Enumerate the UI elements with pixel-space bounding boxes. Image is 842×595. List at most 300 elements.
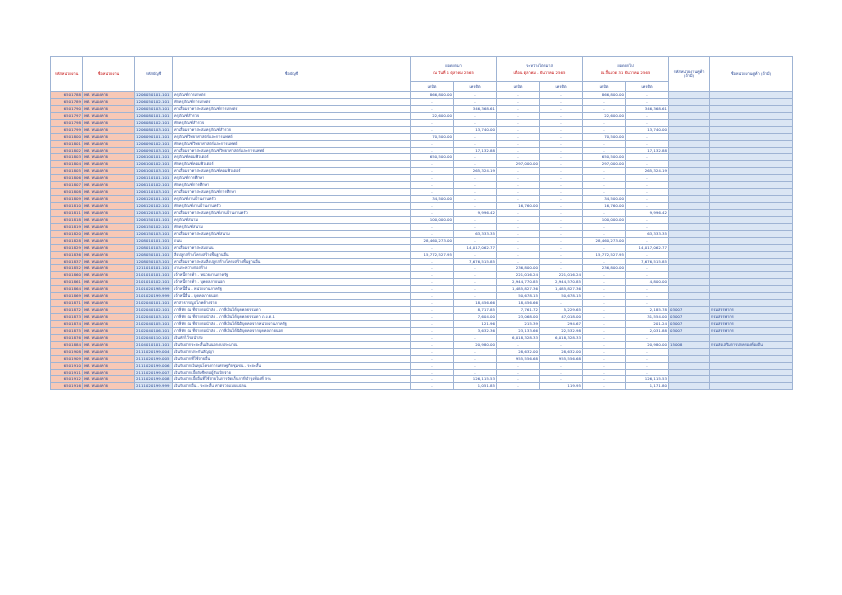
row-partner-name-cell (710, 216, 793, 223)
row-closing-credit-cell: - (626, 362, 669, 369)
row-code-cell: 6501869 (51, 293, 83, 300)
row-period-debit-cell: - (497, 175, 540, 182)
col-header-closing (583, 57, 669, 82)
row-opening-debit-cell: 650,500.00 (411, 154, 454, 161)
row-partner-code-cell (669, 230, 710, 237)
row-period-debit-cell: 23,133.66 (497, 327, 540, 334)
row-period-credit-cell: - (540, 147, 583, 154)
row-unit-cell: พศ. หนองคาย (83, 126, 135, 133)
row-account-cell: 1206110102.101 (135, 182, 173, 189)
row-closing-debit-cell: - (583, 293, 626, 300)
table-row (51, 196, 793, 203)
row-opening-credit-cell: 14,017,062.77 (454, 244, 497, 251)
row-closing-debit-cell: - (583, 230, 626, 237)
row-partner-name-cell (710, 258, 793, 265)
row-period-credit-cell: - (540, 126, 583, 133)
row-period-debit-cell: - (497, 126, 540, 133)
row-account-name-cell: เงินหักไว้รอนำส่ง (173, 334, 411, 341)
row-opening-credit-cell: - (454, 251, 497, 258)
row-unit-cell: พศ. หนองคาย (83, 369, 135, 376)
row-period-credit-cell: 2,944,570.85 (540, 279, 583, 286)
row-closing-credit-cell: 126,115.53 (626, 376, 669, 383)
row-opening-credit-cell: - (454, 189, 497, 196)
row-account-cell: 2102040110.101 (135, 334, 173, 341)
row-opening-debit-cell: - (411, 126, 454, 133)
col-header-account: รหัสบัญชี (135, 57, 173, 92)
row-account-name-cell: ค่าเสื่อมราคาสะสมครุภัณฑ์งานบ้านงานครัว (173, 209, 411, 216)
row-closing-credit-cell: 31,554.00 (626, 314, 669, 321)
row-account-name-cell: ครุภัณฑ์คอมพิวเตอร์ (173, 154, 411, 161)
row-period-credit-cell: - (540, 196, 583, 203)
row-closing-credit-cell: 13,740.00 (626, 126, 669, 133)
table-body (51, 92, 793, 390)
row-unit-cell: พศ. หนองคาย (83, 223, 135, 230)
row-unit-cell: พศ. หนองคาย (83, 154, 135, 161)
row-partner-name-cell (710, 133, 793, 140)
row-period-credit-cell: - (540, 105, 583, 112)
row-partner-name-cell (710, 119, 793, 126)
row-partner-code-cell (669, 161, 710, 168)
row-code-cell: 6501803 (51, 154, 83, 161)
row-closing-credit-cell: - (626, 140, 669, 147)
row-closing-debit-cell: - (583, 341, 626, 348)
row-account-name-cell: ครุภัณฑ์สนาม (173, 216, 411, 223)
table-row (51, 244, 793, 251)
table-row (51, 348, 793, 355)
row-period-credit-cell: - (540, 237, 583, 244)
row-opening-debit-cell: - (411, 320, 454, 327)
row-closing-debit-cell: - (583, 189, 626, 196)
row-code-cell: 6501871 (51, 300, 83, 307)
row-period-credit-cell: 955,556.68 (540, 355, 583, 362)
row-partner-name-cell (710, 105, 793, 112)
row-account-name-cell: ค่าเสื่อมราคาสะสมครุภัณฑ์การเกษตร (173, 105, 411, 112)
row-unit-cell: พศ. หนองคาย (83, 189, 135, 196)
row-opening-debit-cell: 28,460,273.00 (411, 237, 454, 244)
row-account-cell: 1206110103.101 (135, 189, 173, 196)
row-code-cell: 6501873 (51, 314, 83, 321)
row-opening-credit-cell: - (454, 362, 497, 369)
row-period-debit-cell: - (497, 209, 540, 216)
row-partner-code-cell (669, 175, 710, 182)
row-account-name-cell: เจ้าหนี้อื่น - หน่วยงานภาครัฐ (173, 286, 411, 293)
row-period-debit-cell: 7,761.72 (497, 307, 540, 314)
row-partner-name-cell (710, 265, 793, 272)
row-closing-debit-cell: - (583, 223, 626, 230)
row-partner-code-cell (669, 203, 710, 210)
table-row (51, 154, 793, 161)
row-code-cell: 6501818 (51, 216, 83, 223)
row-partner-code-cell (669, 286, 710, 293)
period-title: ระหว่างไตรมาส (526, 62, 553, 68)
row-closing-credit-cell: - (626, 175, 669, 182)
opening-title: ยอดยกมา (445, 62, 462, 68)
row-partner-name-cell (710, 286, 793, 293)
row-partner-code-cell (669, 293, 710, 300)
table-row (51, 376, 793, 383)
row-closing-debit-cell: - (583, 314, 626, 321)
row-closing-debit-cell: - (583, 182, 626, 189)
row-code-cell: 6501909 (51, 355, 83, 362)
row-opening-credit-cell: - (454, 98, 497, 105)
row-code-cell: 6501912 (51, 376, 83, 383)
row-opening-debit-cell: 100,000.00 (411, 216, 454, 223)
row-period-debit-cell: - (497, 383, 540, 390)
row-opening-credit-cell: - (454, 133, 497, 140)
row-opening-debit-cell: - (411, 223, 454, 230)
row-account-cell: 1206110101.101 (135, 175, 173, 182)
row-period-debit-cell: - (497, 112, 540, 119)
row-closing-credit-cell: - (626, 300, 669, 307)
table-row (51, 223, 793, 230)
row-closing-credit-cell: - (626, 216, 669, 223)
row-period-debit-cell: - (497, 341, 540, 348)
row-closing-debit-cell: 100,000.00 (583, 216, 626, 223)
row-closing-debit-cell: - (583, 244, 626, 251)
row-period-credit-cell: - (540, 362, 583, 369)
row-code-cell: 6501837 (51, 258, 83, 265)
row-opening-debit-cell: - (411, 258, 454, 265)
row-opening-credit-cell: - (454, 196, 497, 203)
row-opening-credit-cell: - (454, 140, 497, 147)
row-period-debit-cell: - (497, 223, 540, 230)
table-row (51, 230, 793, 237)
row-period-debit-cell: 16,760.00 (497, 203, 540, 210)
table-row (51, 237, 793, 244)
row-account-name-cell: พักครุภัณฑ์งานบ้านงานครัว (173, 203, 411, 210)
row-account-cell: 1206150102.101 (135, 223, 173, 230)
col-header-period (497, 57, 583, 82)
row-closing-debit-cell: - (583, 175, 626, 182)
row-account-cell: 1206150103.101 (135, 230, 173, 237)
row-account-cell: 2101010102.101 (135, 279, 173, 286)
row-unit-cell: พศ. หนองคาย (83, 140, 135, 147)
row-account-cell: 2111020199.006 (135, 362, 173, 369)
row-closing-debit-cell: 28,460,273.00 (583, 237, 626, 244)
row-period-credit-cell: 294.67 (540, 320, 583, 327)
row-unit-cell: พศ. หนองคาย (83, 147, 135, 154)
row-period-credit-cell: - (540, 112, 583, 119)
row-opening-debit-cell: - (411, 230, 454, 237)
row-unit-cell: พศ. หนองคาย (83, 293, 135, 300)
row-period-debit-cell: 955,556.68 (497, 355, 540, 362)
row-period-debit-cell: - (497, 251, 540, 258)
row-period-debit-cell: 6,018,328.33 (497, 334, 540, 341)
row-code-cell: 6501875 (51, 327, 83, 334)
row-period-credit-cell: 22,532.98 (540, 327, 583, 334)
row-closing-credit-cell: - (626, 265, 669, 272)
row-period-debit-cell: - (497, 119, 540, 126)
row-account-cell: 1206100102.101 (135, 161, 173, 168)
row-closing-credit-cell: 14,017,062.77 (626, 244, 669, 251)
row-closing-credit-cell: - (626, 92, 669, 99)
row-period-credit-cell: - (540, 182, 583, 189)
row-period-debit-cell: 23,068.00 (497, 314, 540, 321)
row-period-debit-cell: - (497, 244, 540, 251)
row-partner-name-cell (710, 369, 793, 376)
row-partner-name-cell: กรมสรรพากร (710, 327, 793, 334)
row-opening-credit-cell: - (454, 334, 497, 341)
row-partner-name-cell (710, 175, 793, 182)
row-closing-debit-cell: - (583, 209, 626, 216)
row-partner-code-cell (669, 279, 710, 286)
row-unit-cell: พศ. หนองคาย (83, 272, 135, 279)
row-account-name-cell: พักครุภัณฑ์การเกษตร (173, 98, 411, 105)
row-account-name-cell: พักครุภัณฑ์การศึกษา (173, 182, 411, 189)
row-partner-name-cell: กรมสรรพากร (710, 320, 793, 327)
row-period-credit-cell: - (540, 175, 583, 182)
row-partner-code-cell (669, 251, 710, 258)
row-partner-name-cell: กรมส่งเสริมการปกครองท้องถิ่น (710, 341, 793, 348)
row-opening-credit-cell: 17,132.88 (454, 147, 497, 154)
row-partner-code-cell (669, 383, 710, 390)
row-opening-credit-cell: 13,740.00 (454, 126, 497, 133)
row-account-cell: 2102040106.101 (135, 327, 173, 334)
row-partner-name-cell (710, 355, 793, 362)
row-account-cell: 2104010101.101 (135, 341, 173, 348)
row-opening-credit-cell: - (454, 279, 497, 286)
row-code-cell: 6501809 (51, 196, 83, 203)
row-account-cell: 1208050101.101 (135, 251, 173, 258)
row-partner-code-cell (669, 133, 710, 140)
row-opening-debit-cell: - (411, 348, 454, 355)
row-partner-name-cell (710, 147, 793, 154)
row-unit-cell: พศ. หนองคาย (83, 209, 135, 216)
table-row (51, 279, 793, 286)
row-opening-credit-cell: 126,115.53 (454, 376, 497, 383)
row-account-name-cell: ค่าเสื่อมราคาสะสมครุภัณฑ์คอมพิวเตอร์ (173, 168, 411, 175)
row-period-credit-cell: 1,485,827.36 (540, 286, 583, 293)
row-period-debit-cell: - (497, 92, 540, 99)
table-row (51, 105, 793, 112)
row-opening-credit-cell: - (454, 175, 497, 182)
row-period-credit-cell: 119.95 (540, 383, 583, 390)
row-partner-code-cell: 03007 (669, 314, 710, 321)
closing-debit-header: เดบิต (583, 82, 626, 92)
row-period-credit-cell: - (540, 244, 583, 251)
row-closing-credit-cell: 7,676,515.85 (626, 258, 669, 265)
row-account-cell: 1206120103.101 (135, 209, 173, 216)
row-closing-credit-cell: 2,185.78 (626, 307, 669, 314)
row-account-name-cell: เงินรับฝากอื่น - ระยะสั้น ค่าตรวจแบบแปลน (173, 383, 411, 390)
row-closing-debit-cell: 70,500.00 (583, 133, 626, 140)
row-unit-cell: พศ. หนองคาย (83, 112, 135, 119)
closing-credit-header: เครดิต (626, 82, 669, 92)
table-row (51, 300, 793, 307)
row-opening-credit-cell: 7,676,515.85 (454, 258, 497, 265)
row-opening-credit-cell: - (454, 154, 497, 161)
table-row (51, 355, 793, 362)
row-code-cell: 6501864 (51, 286, 83, 293)
row-period-credit-cell: - (540, 230, 583, 237)
row-account-name-cell: เงินรับฝากประกันสัญญา (173, 348, 411, 355)
row-closing-credit-cell: 17,132.88 (626, 147, 669, 154)
row-closing-debit-cell: - (583, 376, 626, 383)
row-closing-credit-cell: - (626, 286, 669, 293)
row-unit-cell: พศ. หนองคาย (83, 334, 135, 341)
row-code-cell: 6501872 (51, 307, 83, 314)
row-code-cell: 6501799 (51, 126, 83, 133)
row-code-cell: 6501852 (51, 265, 83, 272)
period-date: เดือน ตุลาคม - ธันวาคม 2565 (513, 69, 566, 75)
row-closing-credit-cell: - (626, 119, 669, 126)
row-closing-debit-cell: - (583, 279, 626, 286)
row-partner-name-cell (710, 362, 793, 369)
row-unit-cell: พศ. หนองคาย (83, 244, 135, 251)
row-unit-cell: พศ. หนองคาย (83, 133, 135, 140)
row-partner-code-cell: 03007 (669, 327, 710, 334)
row-account-name-cell: ค่าเสื่อมราคาสะสมครุภัณฑ์สนาม (173, 230, 411, 237)
row-unit-cell: พศ. หนองคาย (83, 175, 135, 182)
row-closing-debit-cell: - (583, 334, 626, 341)
row-account-name-cell: ภาษีหัก ณ ที่จ่ายรอนำส่ง - ภาษีเงินได้บุคคลธรรมดา ภ.ง.ด.1 (173, 314, 411, 321)
row-period-debit-cell: - (497, 258, 540, 265)
row-code-cell: 6501836 (51, 251, 83, 258)
row-period-debit-cell: 18,456.66 (497, 300, 540, 307)
row-opening-credit-cell: 3,632.36 (454, 327, 497, 334)
row-period-credit-cell: - (540, 209, 583, 216)
row-unit-cell: พศ. หนองคาย (83, 168, 135, 175)
row-period-credit-cell: 221,016.24 (540, 272, 583, 279)
row-period-credit-cell: - (540, 258, 583, 265)
row-opening-debit-cell: - (411, 341, 454, 348)
closing-title: ยอดยกไป (617, 62, 634, 68)
row-partner-code-cell (669, 154, 710, 161)
row-opening-debit-cell: 15,772,527.95 (411, 251, 454, 258)
row-account-name-cell: พักครุภัณฑ์คอมพิวเตอร์ (173, 161, 411, 168)
row-opening-credit-cell: 63,333.35 (454, 230, 497, 237)
row-opening-debit-cell: - (411, 369, 454, 376)
row-partner-name-cell (710, 237, 793, 244)
col-header-opening (411, 57, 497, 82)
table-row (51, 92, 793, 99)
row-account-name-cell: ครุภัณฑ์การศึกษา (173, 175, 411, 182)
row-closing-credit-cell: - (626, 237, 669, 244)
row-partner-name-cell (710, 126, 793, 133)
row-period-credit-cell: - (540, 161, 583, 168)
row-account-name-cell: ค่าเสื่อมราคาสะสมครุภัณฑ์สำรวจ (173, 126, 411, 133)
row-partner-code-cell (669, 92, 710, 99)
table-row (51, 119, 793, 126)
row-account-cell: 2111020199.004 (135, 348, 173, 355)
row-partner-code-cell (669, 126, 710, 133)
row-partner-code-cell (669, 196, 710, 203)
row-opening-debit-cell: - (411, 244, 454, 251)
table-row (51, 112, 793, 119)
row-partner-code-cell (669, 209, 710, 216)
row-period-debit-cell: - (497, 369, 540, 376)
row-code-cell: 6501828 (51, 237, 83, 244)
row-period-credit-cell: - (540, 376, 583, 383)
row-period-credit-cell: - (540, 369, 583, 376)
col-header-code: รหัสหน่วยงาน (51, 57, 83, 92)
row-account-name-cell: ค่าเสื่อมราคาสะสมถนน (173, 244, 411, 251)
row-partner-code-cell (669, 237, 710, 244)
row-account-name-cell: ครุภัณฑ์งานบ้านงานครัว (173, 196, 411, 203)
row-closing-debit-cell: - (583, 286, 626, 293)
row-unit-cell: พศ. หนองคาย (83, 258, 135, 265)
row-opening-debit-cell: 34,500.00 (411, 196, 454, 203)
row-opening-debit-cell: - (411, 147, 454, 154)
row-partner-name-cell (710, 293, 793, 300)
row-partner-name-cell (710, 92, 793, 99)
row-closing-debit-cell: - (583, 348, 626, 355)
row-unit-cell: พศ. หนองคาย (83, 119, 135, 126)
row-account-cell: 2102040105.101 (135, 320, 173, 327)
row-closing-debit-cell: 297,000.00 (583, 161, 626, 168)
row-period-debit-cell: - (497, 376, 540, 383)
closing-date: ณ สิ้นงวด 31 ธันวาคม 2565 (600, 69, 651, 75)
row-partner-name-cell (710, 348, 793, 355)
row-opening-debit-cell: - (411, 105, 454, 112)
row-partner-name-cell (710, 189, 793, 196)
row-closing-credit-cell: 346,368.61 (626, 105, 669, 112)
row-account-name-cell: เจ้าหนี้อื่น - บุคคลภายนอก (173, 293, 411, 300)
row-period-debit-cell: 297,000.00 (497, 161, 540, 168)
row-partner-name-cell (710, 203, 793, 210)
row-account-cell: 1208010101.101 (135, 237, 173, 244)
row-period-credit-cell: - (540, 189, 583, 196)
row-opening-credit-cell: - (454, 348, 497, 355)
period-credit-header: เครดิต (540, 82, 583, 92)
row-unit-cell: พศ. หนองคาย (83, 320, 135, 327)
row-closing-credit-cell: 9,996.42 (626, 209, 669, 216)
row-period-credit-cell: 50,678.15 (540, 293, 583, 300)
row-closing-credit-cell: - (626, 223, 669, 230)
row-unit-cell: พศ. หนองคาย (83, 161, 135, 168)
table-row (51, 182, 793, 189)
row-code-cell: 6501789 (51, 98, 83, 105)
row-opening-debit-cell: - (411, 362, 454, 369)
row-partner-code-cell (669, 300, 710, 307)
row-closing-credit-cell: - (626, 334, 669, 341)
table-row (51, 161, 793, 168)
row-account-cell: 2102040102.101 (135, 307, 173, 314)
row-partner-code-cell (669, 376, 710, 383)
row-account-name-cell: ครุภัณฑ์สำรวจ (173, 112, 411, 119)
row-period-credit-cell: - (540, 133, 583, 140)
row-period-credit-cell: - (540, 119, 583, 126)
row-partner-code-cell (669, 140, 710, 147)
row-closing-debit-cell: - (583, 272, 626, 279)
row-partner-code-cell (669, 182, 710, 189)
row-code-cell: 6501804 (51, 161, 83, 168)
row-partner-code-cell (669, 223, 710, 230)
row-code-cell: 6501800 (51, 133, 83, 140)
row-partner-name-cell (710, 140, 793, 147)
row-opening-debit-cell: - (411, 161, 454, 168)
row-account-name-cell: เงินรับฝากระยะสั้นเงินนอกงบประมาณ (173, 341, 411, 348)
row-account-cell: 2101010101.101 (135, 272, 173, 279)
row-opening-credit-cell: - (454, 286, 497, 293)
row-opening-credit-cell: - (454, 203, 497, 210)
row-account-cell: 1206150101.101 (135, 216, 173, 223)
row-period-credit-cell: - (540, 341, 583, 348)
row-partner-code-cell (669, 334, 710, 341)
row-period-credit-cell: - (540, 154, 583, 161)
row-opening-debit-cell: - (411, 334, 454, 341)
row-account-name-cell: เจ้าหนี้การค้า - หน่วยงานภาครัฐ (173, 272, 411, 279)
row-closing-credit-cell: 2,031.88 (626, 327, 669, 334)
row-account-cell: 1206080102.101 (135, 119, 173, 126)
row-unit-cell: พศ. หนองคาย (83, 237, 135, 244)
row-closing-credit-cell: - (626, 369, 669, 376)
row-partner-code-cell (669, 112, 710, 119)
row-period-credit-cell: - (540, 203, 583, 210)
row-period-debit-cell: - (497, 105, 540, 112)
row-opening-debit-cell: - (411, 209, 454, 216)
row-period-debit-cell: - (497, 147, 540, 154)
